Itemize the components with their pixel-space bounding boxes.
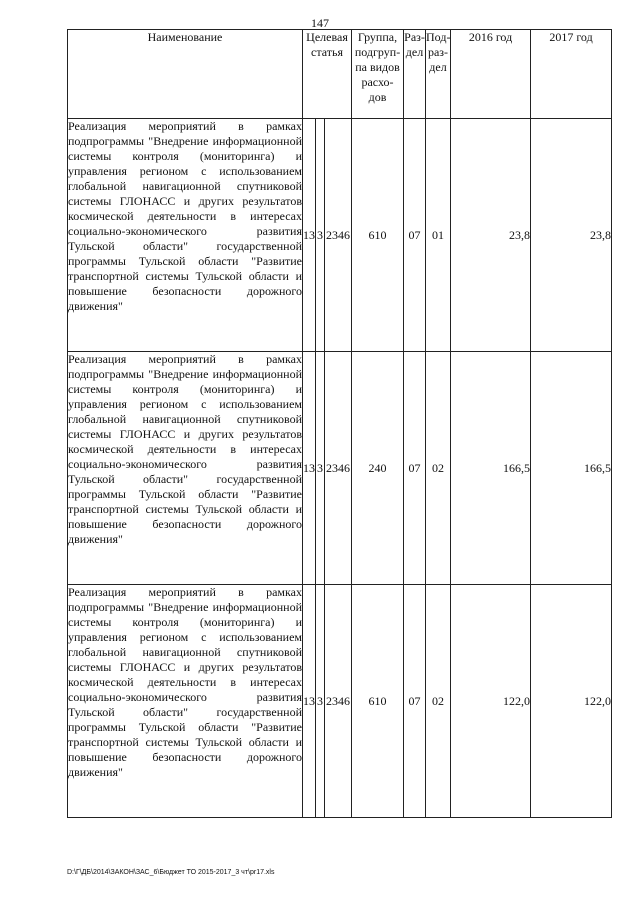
row-section: 07 [404,352,426,585]
table-row [68,119,612,352]
file-path-footer: D:\Г\ДБ\2014\ЗАКОН\ЗАС_6\Бюджет ТО 2015-2017_3 чт\pr17.xls [67,869,275,876]
row-name: Реализация мероприятий в рамках подпрограммы "Внедрение информационной системы контроля (мониторинга) и управления регионом с использованием глобальной навигационной спутниковой системы ГЛОНАСС и других результатов космической деятельности в интересах социально-экономического развития Тульской области" государственной программы Тульской области "Развитие транспортной системы Тульской области и повышение безопасности дорожного движения" [68,585,303,818]
row-value-2017: 23,8 [531,119,612,352]
row-code3: 2346 [325,119,352,352]
table-row [68,352,612,585]
row-value-2016: 122,0 [451,585,531,818]
header-2016: 2016 год [451,30,531,119]
row-code3: 2346 [325,585,352,818]
row-code2: 3 [316,352,325,585]
row-value-2016: 23,8 [451,119,531,352]
header-2017: 2017 год [531,30,612,119]
header-group: Группа, подгруп- па видов расхо- дов [352,30,404,119]
row-value-2016: 166,5 [451,352,531,585]
header-target-article: Целевая статья [303,30,352,119]
row-code1: 13 [303,119,316,352]
row-group: 610 [352,119,404,352]
budget-table [67,29,612,818]
row-value-2017: 166,5 [531,352,612,585]
row-code3: 2346 [325,352,352,585]
row-code1: 13 [303,352,316,585]
header-section: Раз- дел [404,30,426,119]
row-section: 07 [404,585,426,818]
row-section: 07 [404,119,426,352]
header-name: Наименование [68,30,303,119]
page-number: 147 [311,16,329,30]
row-code2: 3 [316,585,325,818]
row-subsection: 01 [426,119,451,352]
row-subsection: 02 [426,585,451,818]
row-name: Реализация мероприятий в рамках подпрограммы "Внедрение информационной системы контроля (мониторинга) и управления регионом с использованием глобальной навигационной спутниковой системы ГЛОНАСС и других результатов космической деятельности в интересах социально-экономического развития Тульской области" государственной программы Тульской области "Развитие транспортной системы Тульской области и повышение безопасности дорожного движения" [68,119,303,352]
row-group: 610 [352,585,404,818]
row-group: 240 [352,352,404,585]
table-row [68,585,612,818]
row-name: Реализация мероприятий в рамках подпрограммы "Внедрение информационной системы контроля (мониторинга) и управления регионом с использованием глобальной навигационной спутниковой системы ГЛОНАСС и других результатов космической деятельности в интересах социально-экономического развития Тульской области" государственной программы Тульской области "Развитие транспортной системы Тульской области и повышение безопасности дорожного движения" [68,352,303,585]
row-subsection: 02 [426,352,451,585]
row-code1: 13 [303,585,316,818]
table-header-row [68,30,612,119]
row-value-2017: 122,0 [531,585,612,818]
header-subsection: Под- раз- дел [426,30,451,119]
row-code2: 3 [316,119,325,352]
